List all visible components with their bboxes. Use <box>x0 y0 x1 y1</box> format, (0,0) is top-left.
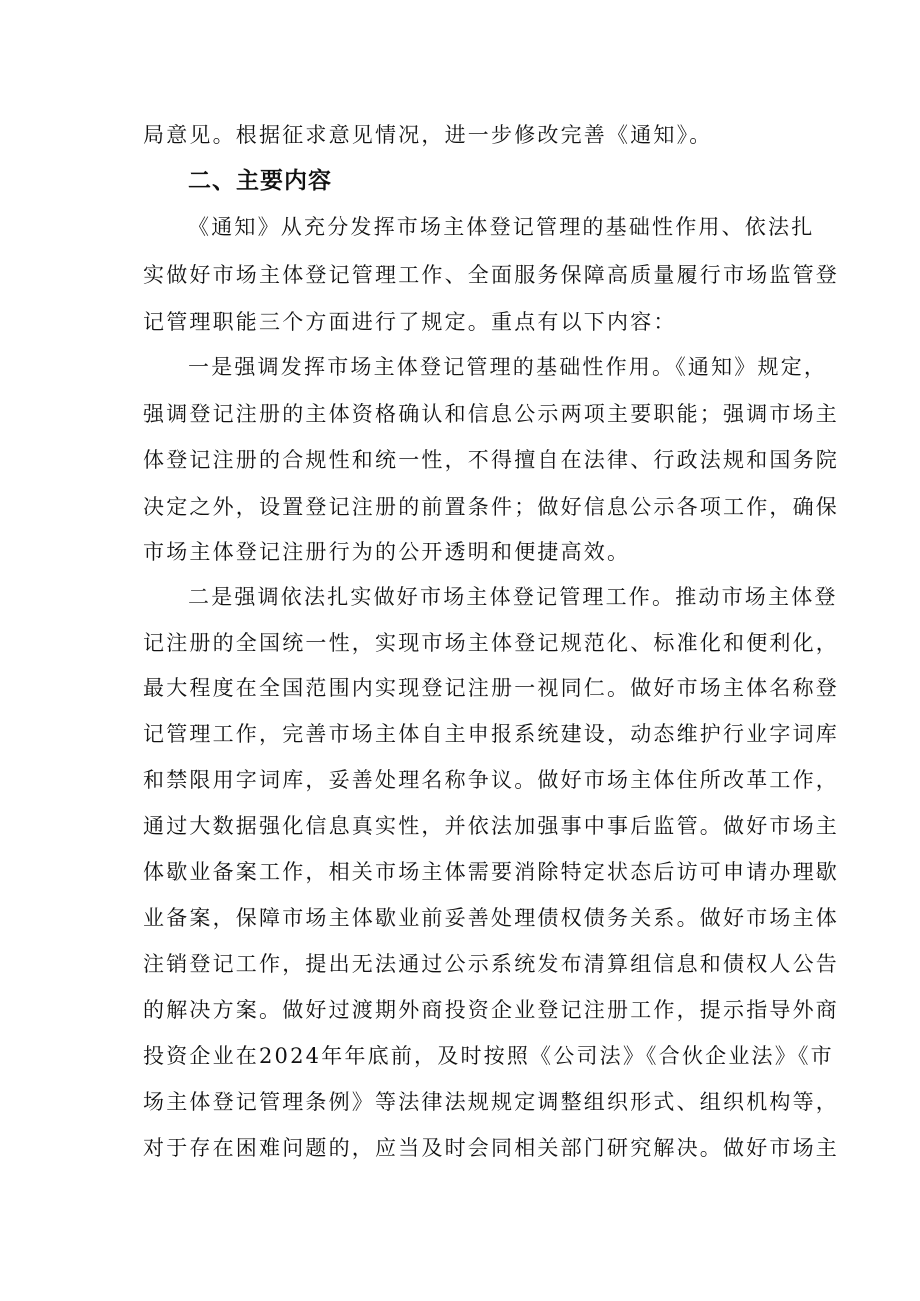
text-line: 一是强调发挥市场主体登记管理的基础性作用。《通知》规定， <box>188 355 828 379</box>
text-line: 的解决方案。做好过渡期外商投资企业登记注册工作，提示指导外商 <box>143 998 839 1022</box>
text-line: 对于存在困难问题的，应当及时会同相关部门研究解决。做好市场主 <box>143 1136 839 1160</box>
text-line: 和禁限用字词库，妥善处理名称争议。做好市场主体住所改革工作， <box>143 768 839 792</box>
text-line: 体歇业备案工作，相关市场主体需要消除特定状态后访可申请办理歇 <box>143 860 839 884</box>
text-line: 决定之外，设置登记注册的前置条件；做好信息公示各项工作，确保 <box>143 495 839 519</box>
text-line: 强调登记注册的主体资格确认和信息公示两项主要职能；强调市场主 <box>143 402 839 426</box>
text-line: 记注册的全国统一性，实现市场主体登记规范化、标准化和便利化， <box>143 631 839 655</box>
text-line: 业备案，保障市场主体歇业前妥善处理债权债务关系。做好市场主体 <box>143 906 839 930</box>
text-line: 市场主体登记注册行为的公开透明和便捷高效。 <box>143 540 631 564</box>
text-line: 场主体登记管理条例》等法律法规规定调整组织形式、组织机构等， <box>143 1090 839 1114</box>
section-heading: 二、主要内容 <box>188 168 332 194</box>
text-line: 《通知》从充分发挥市场主体登记管理的基础性作用、依法扎 <box>188 215 815 239</box>
text-line: 注销登记工作，提出无法通过公示系统发布清算组信息和债权人公告 <box>143 952 839 976</box>
text-line: 最大程度在全国范围内实现登记注册一视同仁。做好市场主体名称登 <box>143 676 839 700</box>
text-line: 投资企业在2024年年底前，及时按照《公司法》《合伙企业法》《市 <box>143 1044 834 1068</box>
text-line: 记管理工作，完善市场主体自主申报系统建设，动态维护行业字词库 <box>143 722 839 746</box>
text-line: 实做好市场主体登记管理工作、全面服务保障高质量履行市场监管登 <box>143 263 839 287</box>
text-line: 局意见。根据征求意见情况，进一步修改完善《通知》。 <box>143 123 713 147</box>
text-line: 二是强调依法扎实做好市场主体登记管理工作。推动市场主体登 <box>188 585 838 609</box>
text-line: 记管理职能三个方面进行了规定。重点有以下内容： <box>143 310 677 334</box>
text-line: 通过大数据强化信息真实性，并依法加强事中事后监管。做好市场主 <box>143 814 839 838</box>
text-line: 体登记注册的合规性和统一性，不得擅自在法律、行政法规和国务院 <box>143 448 839 472</box>
